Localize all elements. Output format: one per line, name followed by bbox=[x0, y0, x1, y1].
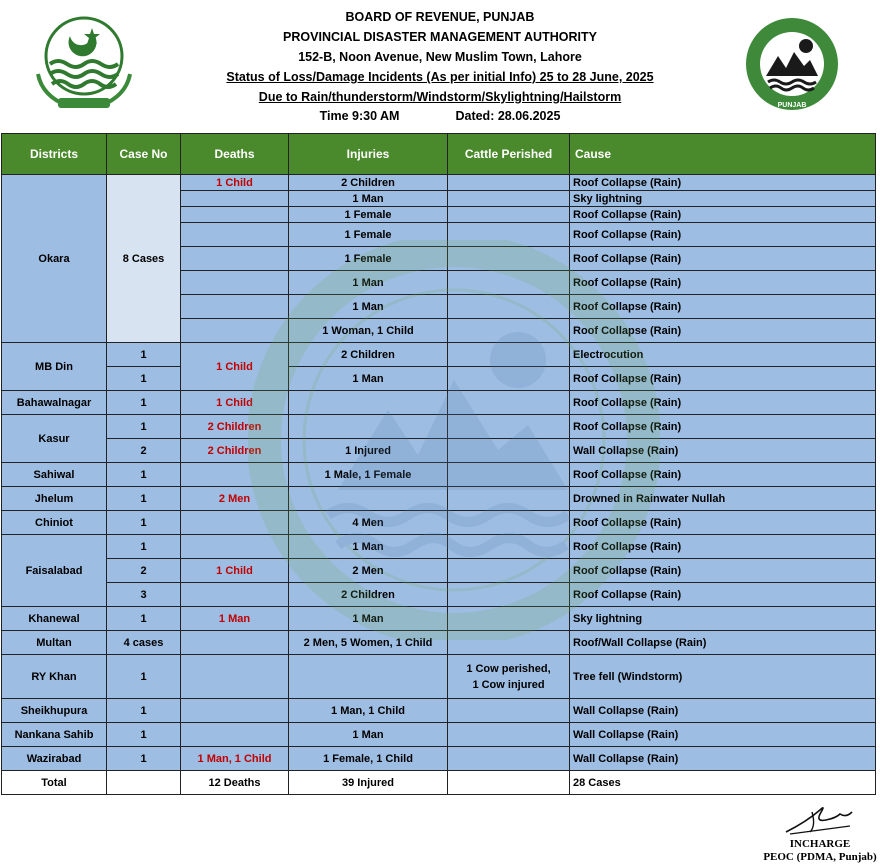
injuries-cell: 1 Female bbox=[289, 247, 448, 271]
injuries-cell: 2 Men bbox=[289, 559, 448, 583]
cattle-cell bbox=[448, 699, 570, 723]
case-cell: 1 bbox=[107, 487, 181, 511]
cattle-cell bbox=[448, 191, 570, 207]
district-cell: Sheikhupura bbox=[2, 699, 107, 723]
case-cell: 1 bbox=[107, 463, 181, 487]
column-header-cattle-perished: Cattle Perished bbox=[448, 134, 570, 175]
cause-cell: Roof Collapse (Rain) bbox=[570, 207, 876, 223]
table-row bbox=[2, 415, 876, 439]
deaths-cell: 1 Man bbox=[181, 607, 289, 631]
cause-cell: Roof Collapse (Rain) bbox=[570, 271, 876, 295]
injuries-cell: 1 Man bbox=[289, 191, 448, 207]
total-cases-cell bbox=[107, 771, 181, 795]
cattle-cell bbox=[448, 723, 570, 747]
cattle-line: 1 Cow perished, bbox=[466, 662, 551, 675]
injuries-cell: 1 Woman, 1 Child bbox=[289, 319, 448, 343]
injuries-cell: 1 Man, 1 Child bbox=[289, 699, 448, 723]
cause-cell: Electrocution bbox=[570, 343, 876, 367]
svg-text:PUNJAB: PUNJAB bbox=[777, 102, 807, 109]
header-address: 152-B, Noon Avenue, New Muslim Town, Lahore bbox=[298, 50, 582, 64]
cause-cell: Wall Collapse (Rain) bbox=[570, 723, 876, 747]
case-cell: 1 bbox=[107, 415, 181, 439]
deaths-cell bbox=[181, 511, 289, 535]
cause-cell: Roof Collapse (Rain) bbox=[570, 511, 876, 535]
deaths-cell: 1 Child bbox=[181, 175, 289, 191]
cattle-cell bbox=[448, 247, 570, 271]
injuries-cell: 1 Female bbox=[289, 207, 448, 223]
injuries-cell: 1 Man bbox=[289, 607, 448, 631]
deaths-cell: 2 Children bbox=[181, 439, 289, 463]
table-row bbox=[2, 487, 876, 511]
deaths-cell bbox=[181, 223, 289, 247]
case-cell: 1 bbox=[107, 367, 181, 391]
table-row bbox=[2, 463, 876, 487]
cause-cell: Roof/Wall Collapse (Rain) bbox=[570, 631, 876, 655]
cattle-cell bbox=[448, 583, 570, 607]
table-row bbox=[2, 631, 876, 655]
table-row bbox=[2, 367, 876, 391]
injuries-cell: 1 Man bbox=[289, 367, 448, 391]
column-header-injuries: Injuries bbox=[289, 134, 448, 175]
table-row bbox=[2, 607, 876, 631]
header-authority: PROVINCIAL DISASTER MANAGEMENT AUTHORITY bbox=[283, 30, 597, 44]
district-cell: Kasur bbox=[2, 415, 107, 463]
cattle-cell bbox=[448, 367, 570, 391]
cattle-cell bbox=[448, 175, 570, 191]
cattle-cell bbox=[448, 511, 570, 535]
case-cell: 1 bbox=[107, 391, 181, 415]
injuries-cell: 1 Man bbox=[289, 723, 448, 747]
total-injured: 39 Injured bbox=[289, 771, 448, 795]
case-cell: 1 bbox=[107, 535, 181, 559]
table-row bbox=[2, 723, 876, 747]
injuries-cell bbox=[289, 391, 448, 415]
injuries-cell bbox=[289, 655, 448, 699]
column-header-cause: Cause bbox=[570, 134, 876, 175]
cause-cell: Wall Collapse (Rain) bbox=[570, 747, 876, 771]
cattle-cell bbox=[448, 655, 570, 699]
total-row bbox=[2, 771, 876, 795]
table-header-row bbox=[2, 134, 876, 175]
injuries-cell: 2 Children bbox=[289, 583, 448, 607]
total-deaths: 12 Deaths bbox=[181, 771, 289, 795]
header-time-date bbox=[0, 109, 880, 123]
cause-cell: Roof Collapse (Rain) bbox=[570, 319, 876, 343]
deaths-cell bbox=[181, 463, 289, 487]
district-cell: Bahawalnagar bbox=[2, 391, 107, 415]
cattle-cell bbox=[448, 319, 570, 343]
header-board: BOARD OF REVENUE, PUNJAB bbox=[345, 10, 535, 24]
deaths-cell bbox=[181, 191, 289, 207]
cause-cell: Roof Collapse (Rain) bbox=[570, 463, 876, 487]
table-row bbox=[2, 747, 876, 771]
case-cell: 2 bbox=[107, 559, 181, 583]
deaths-cell: 1 Child bbox=[181, 343, 289, 391]
district-cell: Faisalabad bbox=[2, 535, 107, 607]
district-cell: Okara bbox=[2, 175, 107, 343]
table-row bbox=[2, 175, 876, 191]
deaths-cell bbox=[181, 207, 289, 223]
case-cell: 1 bbox=[107, 511, 181, 535]
cattle-cell bbox=[448, 559, 570, 583]
case-cell: 8 Cases bbox=[107, 175, 181, 343]
deaths-cell bbox=[181, 319, 289, 343]
column-header-deaths: Deaths bbox=[181, 134, 289, 175]
table-row bbox=[2, 391, 876, 415]
case-cell: 1 bbox=[107, 747, 181, 771]
district-cell: Nankana Sahib bbox=[2, 723, 107, 747]
table-row bbox=[2, 699, 876, 723]
district-cell: Multan bbox=[2, 631, 107, 655]
case-cell: 4 cases bbox=[107, 631, 181, 655]
case-cell: 2 bbox=[107, 439, 181, 463]
total-cases: 28 Cases bbox=[570, 771, 876, 795]
case-cell: 1 bbox=[107, 699, 181, 723]
district-cell: Jhelum bbox=[2, 487, 107, 511]
deaths-cell bbox=[181, 655, 289, 699]
incidents-table bbox=[1, 133, 876, 795]
cause-cell: Roof Collapse (Rain) bbox=[570, 559, 876, 583]
injuries-cell: 1 Injured bbox=[289, 439, 448, 463]
signature-block bbox=[760, 838, 880, 864]
table-row bbox=[2, 343, 876, 367]
cattle-cell bbox=[448, 391, 570, 415]
cause-cell: Roof Collapse (Rain) bbox=[570, 247, 876, 271]
deaths-cell bbox=[181, 723, 289, 747]
injuries-cell: 4 Men bbox=[289, 511, 448, 535]
header-status-title: Status of Loss/Damage Incidents (As per initial Info) 25 to 28 June, 2025 bbox=[226, 70, 654, 84]
signature-office: PEOC (PDMA, Punjab) bbox=[763, 851, 877, 863]
table-row bbox=[2, 439, 876, 463]
deaths-cell: 2 Men bbox=[181, 487, 289, 511]
injuries-cell: 2 Children bbox=[289, 175, 448, 191]
cattle-cell bbox=[448, 747, 570, 771]
case-cell: 1 bbox=[107, 607, 181, 631]
injuries-cell: 1 Female, 1 Child bbox=[289, 747, 448, 771]
injuries-cell: 1 Female bbox=[289, 223, 448, 247]
deaths-cell: 1 Man, 1 Child bbox=[181, 747, 289, 771]
deaths-cell: 1 Child bbox=[181, 391, 289, 415]
cattle-cell bbox=[448, 343, 570, 367]
deaths-cell bbox=[181, 295, 289, 319]
injuries-cell: 1 Man bbox=[289, 295, 448, 319]
cause-cell: Roof Collapse (Rain) bbox=[570, 175, 876, 191]
injuries-cell: 2 Children bbox=[289, 343, 448, 367]
cause-cell: Wall Collapse (Rain) bbox=[570, 439, 876, 463]
column-header-case-no: Case No bbox=[107, 134, 181, 175]
cause-cell: Wall Collapse (Rain) bbox=[570, 699, 876, 723]
injuries-cell bbox=[289, 487, 448, 511]
cause-cell: Sky lightning bbox=[570, 607, 876, 631]
cause-cell: Roof Collapse (Rain) bbox=[570, 535, 876, 559]
district-cell: Wazirabad bbox=[2, 747, 107, 771]
column-header-districts: Districts bbox=[2, 134, 107, 175]
cause-cell: Sky lightning bbox=[570, 191, 876, 207]
cause-cell: Drowned in Rainwater Nullah bbox=[570, 487, 876, 511]
table-row bbox=[2, 559, 876, 583]
cattle-cell bbox=[448, 223, 570, 247]
deaths-cell bbox=[181, 699, 289, 723]
injuries-cell: 1 Man bbox=[289, 535, 448, 559]
deaths-cell bbox=[181, 631, 289, 655]
case-cell: 3 bbox=[107, 583, 181, 607]
district-cell: Sahiwal bbox=[2, 463, 107, 487]
report-time: Time 9:30 AM bbox=[319, 109, 400, 123]
cattle-line: 1 Cow injured bbox=[472, 678, 545, 691]
header-causes: Due to Rain/thunderstorm/Windstorm/Skylightning/Hailstorm bbox=[258, 90, 622, 104]
table-row bbox=[2, 655, 876, 699]
deaths-cell: 1 Child bbox=[181, 559, 289, 583]
injuries-cell bbox=[289, 415, 448, 439]
injuries-cell: 1 Male, 1 Female bbox=[289, 463, 448, 487]
cause-cell: Roof Collapse (Rain) bbox=[570, 415, 876, 439]
cattle-cell bbox=[448, 607, 570, 631]
cattle-cell bbox=[448, 631, 570, 655]
deaths-cell bbox=[181, 271, 289, 295]
cattle-cell bbox=[448, 439, 570, 463]
cattle-cell bbox=[448, 463, 570, 487]
cause-cell: Roof Collapse (Rain) bbox=[570, 367, 876, 391]
district-cell: Chiniot bbox=[2, 511, 107, 535]
cattle-cell bbox=[448, 535, 570, 559]
signature-title: INCHARGE bbox=[789, 838, 851, 850]
injuries-cell: 1 Man bbox=[289, 271, 448, 295]
district-cell: RY Khan bbox=[2, 655, 107, 699]
cattle-cell bbox=[448, 295, 570, 319]
cause-cell: Roof Collapse (Rain) bbox=[570, 223, 876, 247]
cause-cell: Roof Collapse (Rain) bbox=[570, 391, 876, 415]
cattle-cell bbox=[448, 271, 570, 295]
deaths-cell bbox=[181, 247, 289, 271]
deaths-cell bbox=[181, 583, 289, 607]
case-cell: 1 bbox=[107, 655, 181, 699]
case-cell: 1 bbox=[107, 723, 181, 747]
deaths-cell bbox=[181, 535, 289, 559]
cattle-cell bbox=[448, 487, 570, 511]
table-row bbox=[2, 511, 876, 535]
cause-cell: Roof Collapse (Rain) bbox=[570, 295, 876, 319]
case-cell: 1 bbox=[107, 343, 181, 367]
report-date: Dated: 28.06.2025 bbox=[455, 109, 561, 123]
table-row bbox=[2, 583, 876, 607]
total-cattle bbox=[448, 771, 570, 795]
cattle-cell bbox=[448, 207, 570, 223]
injuries-cell: 2 Men, 5 Women, 1 Child bbox=[289, 631, 448, 655]
signature bbox=[782, 802, 854, 836]
table-row bbox=[2, 535, 876, 559]
cause-cell: Tree fell (Windstorm) bbox=[570, 655, 876, 699]
district-cell: Khanewal bbox=[2, 607, 107, 631]
district-cell: MB Din bbox=[2, 343, 107, 391]
cause-cell: Roof Collapse (Rain) bbox=[570, 583, 876, 607]
total-label: Total bbox=[2, 771, 107, 795]
deaths-cell: 2 Children bbox=[181, 415, 289, 439]
cattle-cell bbox=[448, 415, 570, 439]
